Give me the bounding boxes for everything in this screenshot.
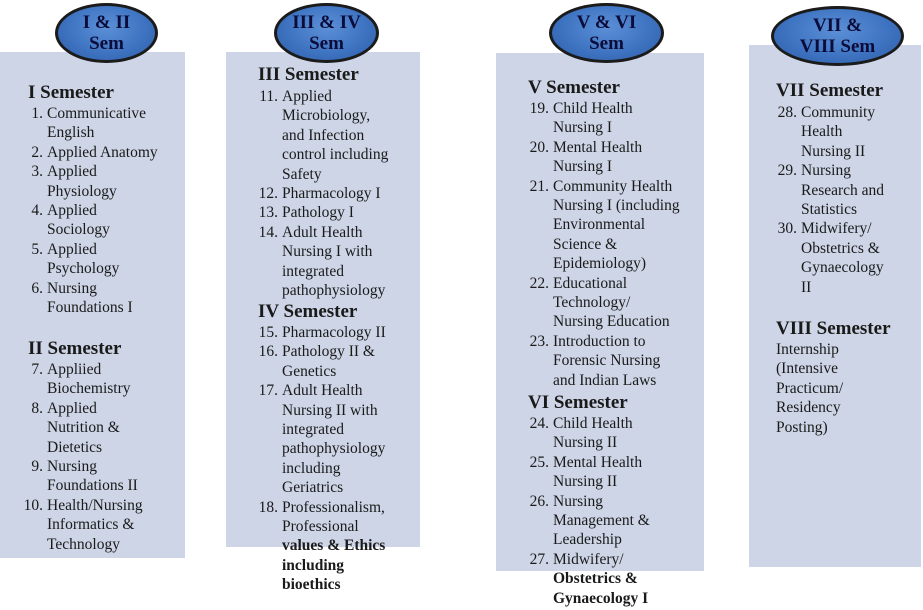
course-title-line: Foundations II xyxy=(47,477,138,495)
semester-heading: I Semester xyxy=(28,82,114,103)
oval-line: Sem xyxy=(309,33,344,54)
course-title-line: Technology/ xyxy=(553,294,631,311)
course-number: 23. xyxy=(529,332,549,350)
course-number: 4. xyxy=(31,202,43,219)
semester-heading: VI Semester xyxy=(528,392,628,413)
course-title-line: Professionalism, xyxy=(282,498,385,516)
course-number: 14. xyxy=(258,223,278,241)
column-oval-2 xyxy=(274,3,379,63)
course-number: 27. xyxy=(529,550,549,568)
oval-line: Sem xyxy=(89,33,124,54)
course-number: 6. xyxy=(31,279,43,297)
course-title-line: including xyxy=(282,556,345,574)
course-title-line: Obstetrics & xyxy=(553,570,638,588)
course-title-line: Communicative xyxy=(47,105,147,122)
course-title-line: Psychology xyxy=(47,260,120,278)
course-number: 1. xyxy=(31,105,43,122)
course-title-line: Pharmacology I xyxy=(282,185,381,202)
course-title-line: Nursing xyxy=(47,279,97,297)
course-title-line: Adult Health xyxy=(282,382,363,400)
course-number: 22. xyxy=(529,274,549,292)
course-title-line: Gynaecology I xyxy=(553,589,649,607)
course-title-line: Introduction to xyxy=(553,332,646,350)
course-number: 20. xyxy=(529,138,549,156)
course-title-line: Biochemistry xyxy=(47,380,131,398)
course-title-line: Pathology II & xyxy=(282,343,375,361)
course-title-line: Gynaecology xyxy=(801,259,884,277)
course-title-line: values & Ethics xyxy=(282,537,386,555)
semester-heading: VII Semester xyxy=(776,80,884,101)
course-title-line: including xyxy=(282,459,341,477)
course-title-line: Physiology xyxy=(47,182,117,200)
column-oval-1 xyxy=(55,3,158,63)
course-title-line: Sociology xyxy=(47,221,110,239)
course-number: 18. xyxy=(258,498,278,516)
course-title-line: bioethics xyxy=(282,576,341,594)
course-title-line: Safety xyxy=(282,165,322,183)
semester-heading: V Semester xyxy=(528,77,620,98)
course-title-line: Statistics xyxy=(801,201,857,218)
course-title-line: Midwifery/ xyxy=(801,220,872,238)
semester-description-line: Residency xyxy=(776,399,841,417)
course-number: 2. xyxy=(31,143,43,161)
course-title-line: Research and xyxy=(801,181,885,199)
course-title-line: and Indian Laws xyxy=(553,371,657,389)
course-number: 15. xyxy=(258,324,278,341)
course-number: 5. xyxy=(31,240,43,258)
course-number: 8. xyxy=(31,399,43,417)
semester-description-line: Practicum/ xyxy=(776,379,844,397)
course-title-line: Technology xyxy=(47,535,120,553)
course-title-line: Nursing xyxy=(553,492,603,510)
course-number: 12. xyxy=(258,185,278,202)
semester-heading: II Semester xyxy=(28,338,122,359)
course-title-line: Nursing I with xyxy=(282,243,373,261)
semester-description-line: (Intensive xyxy=(776,360,838,378)
oval-line: III & IV xyxy=(292,12,361,33)
course-title-line: Foundations I xyxy=(47,299,133,316)
course-title-line: Epidemiology) xyxy=(553,255,646,273)
semester-heading: IV Semester xyxy=(258,301,358,322)
course-number: 17. xyxy=(258,382,278,400)
course-number: 19. xyxy=(529,100,549,117)
course-title-line: integrated xyxy=(282,262,344,280)
course-title-line: Applied xyxy=(47,399,97,417)
semester-description-line: Posting) xyxy=(776,418,828,436)
course-title-line: Dietetics xyxy=(47,438,103,456)
course-title-line: Professional xyxy=(282,518,359,535)
course-title-line: Appliied xyxy=(47,361,102,378)
course-title-line: Nursing II xyxy=(553,473,618,491)
course-title-line: control including xyxy=(282,146,389,164)
course-title-line: Forensic Nursing xyxy=(553,352,661,370)
course-title-line: Genetics xyxy=(282,362,337,380)
course-title-line: Nutrition & xyxy=(47,419,120,437)
course-title-line: Nursing II xyxy=(801,142,866,160)
course-title-line: Health/Nursing xyxy=(47,496,143,514)
course-title-line: Community Health xyxy=(553,177,673,195)
course-title-line: Geriatrics xyxy=(282,479,344,497)
course-title-line: Applied xyxy=(282,88,332,105)
course-title-line: Mental Health xyxy=(553,453,643,471)
course-number: 28. xyxy=(777,104,797,121)
course-title-line: Obstetrics & xyxy=(801,239,880,257)
course-title-line: pathophysiology xyxy=(282,440,386,458)
column-oval-4 xyxy=(771,6,904,66)
course-title-line: Community xyxy=(801,104,876,121)
course-title-line: English xyxy=(47,124,95,142)
course-title-line: Leadership xyxy=(553,531,622,549)
semester-description-line: Internship xyxy=(776,341,839,358)
course-title-line: and Infection xyxy=(282,126,365,144)
semester-heading: VIII Semester xyxy=(776,318,891,339)
course-title-line: Applied xyxy=(47,240,97,258)
course-title-line: Nursing I xyxy=(553,158,612,176)
course-title-line: Nursing xyxy=(47,458,97,475)
oval-line: V & VI xyxy=(576,12,637,33)
course-title-line: Nursing I xyxy=(553,119,612,137)
course-title-line: Pathology I xyxy=(282,204,354,222)
course-number: 26. xyxy=(529,492,549,510)
course-title-line: integrated xyxy=(282,421,344,438)
course-number: 25. xyxy=(529,453,549,471)
course-number: 3. xyxy=(31,163,43,181)
course-title-line: Nursing Education xyxy=(553,313,670,331)
course-title-line: Adult Health xyxy=(282,223,363,241)
course-title-line: Child Health xyxy=(553,415,633,432)
course-title-line: Mental Health xyxy=(553,138,643,156)
oval-line: Sem xyxy=(589,33,624,54)
oval-line: VII & xyxy=(812,15,863,36)
course-title-line: Applied xyxy=(47,163,97,181)
course-number: 16. xyxy=(258,343,278,361)
course-title-line: Environmental xyxy=(553,216,646,234)
course-number: 24. xyxy=(529,415,549,432)
course-title-line: Applied Anatomy xyxy=(47,143,158,161)
course-title-line: Child Health xyxy=(553,100,633,117)
course-title-line: Educational xyxy=(553,274,628,292)
course-number: 30. xyxy=(777,220,797,238)
course-title-line: II xyxy=(801,278,812,296)
course-title-line: Science & xyxy=(553,235,618,253)
course-title-line: Midwifery/ xyxy=(553,550,624,568)
column-oval-3 xyxy=(549,3,664,63)
oval-line: VIII Sem xyxy=(799,36,876,57)
course-title-line: Nursing xyxy=(801,162,851,180)
course-title-line: pathophysiology xyxy=(282,282,386,299)
course-number: 13. xyxy=(258,204,278,222)
course-number: 29. xyxy=(777,162,797,180)
course-number: 10. xyxy=(23,496,43,514)
course-title-line: Nursing I (including xyxy=(553,197,680,214)
course-title-line: Nursing II with xyxy=(282,401,378,419)
course-title-line: Health xyxy=(801,123,843,141)
course-title-line: Applied xyxy=(47,202,97,219)
course-number: 9. xyxy=(31,458,43,475)
course-number: 21. xyxy=(529,177,549,195)
course-title-line: Informatics & xyxy=(47,516,135,534)
course-title-line: Pharmacology II xyxy=(282,324,386,341)
course-title-line: Nursing II xyxy=(553,434,618,452)
course-title-line: Management & xyxy=(553,512,650,529)
semester-heading: III Semester xyxy=(258,64,359,85)
oval-line: I & II xyxy=(82,12,131,33)
course-number: 7. xyxy=(31,361,43,378)
course-number: 11. xyxy=(259,88,278,105)
course-title-line: Microbiology, xyxy=(282,107,371,125)
